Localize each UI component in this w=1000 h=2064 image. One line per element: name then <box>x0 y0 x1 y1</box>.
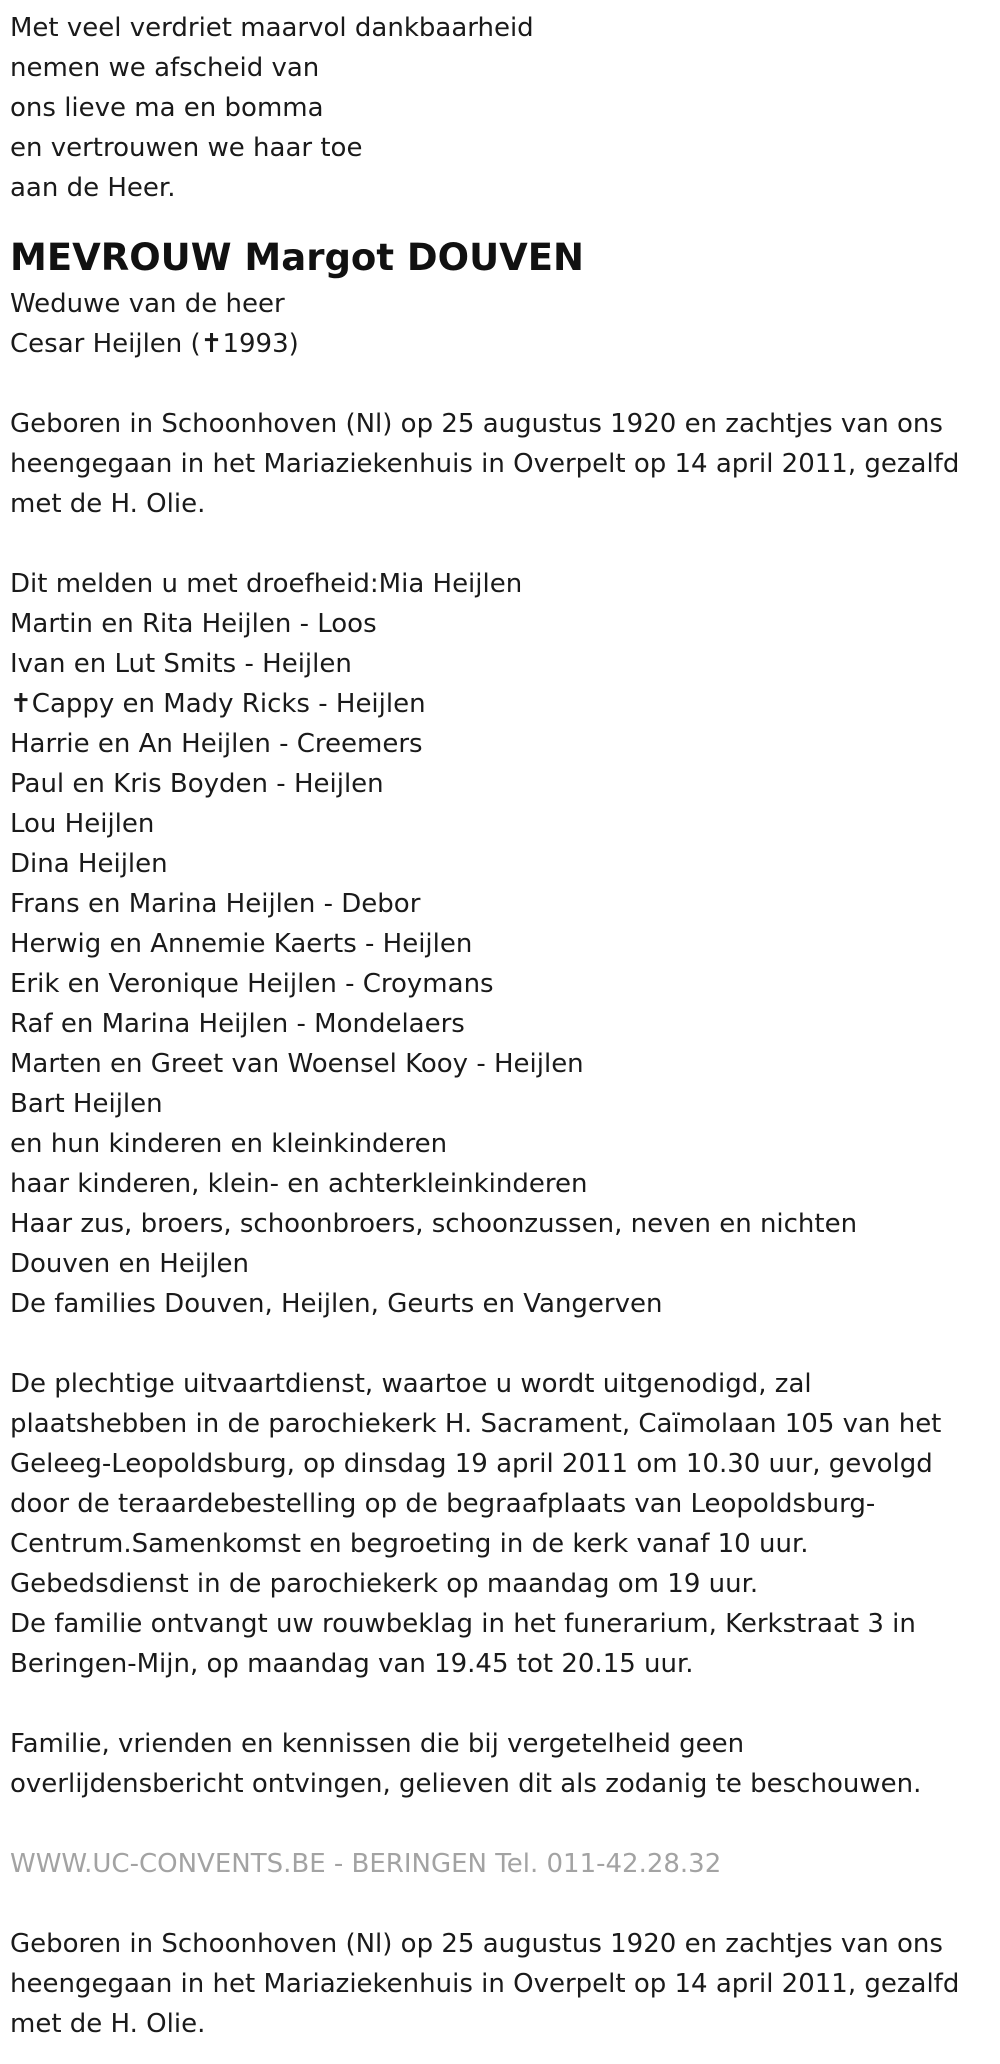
service-line: door de teraardebestelling op de begraafplaats van Leopoldsburg- <box>10 1489 876 1519</box>
service-line: De familie ontvangt uw rouwbeklag in het funerarium, Kerkstraat 3 in <box>10 1609 916 1639</box>
mourner-line: Paul en Kris Boyden - Heijlen <box>10 769 384 799</box>
mourner-line: Martin en Rita Heijlen - Loos <box>10 609 377 639</box>
spacer <box>10 1324 1000 1364</box>
birth-text <box>10 404 1000 524</box>
mourner-line: en hun kinderen en kleinkinderen <box>10 1129 448 1159</box>
service-line: Beringen-Mijn, op maandag van 19.45 tot 20.15 uur. <box>10 1649 694 1679</box>
mourner-line: Erik en Veronique Heijlen - Croymans <box>10 969 494 999</box>
service-text <box>10 1364 1000 1684</box>
notice-line: Familie, vrienden en kennissen die bij vergetelheid geen <box>10 1729 745 1759</box>
birth-line: heengegaan in het Mariaziekenhuis in Overpelt op 14 april 2011, gezalfd <box>10 449 960 479</box>
birth-text-repeat <box>10 1924 1000 2044</box>
widow-text <box>10 284 1000 364</box>
birth-repeat-line: Geboren in Schoonhoven (Nl) op 25 augustus 1920 en zachtjes van ons <box>10 1929 943 1959</box>
service-line: Gebedsdienst in de parochiekerk op maandag om 19 uur. <box>10 1569 759 1599</box>
mourner-line: Haar zus, broers, schoonbroers, schoonzussen, neven en nichten <box>10 1209 858 1239</box>
service-line: Centrum.Samenkomst en begroeting in de kerk vanaf 10 uur. <box>10 1529 809 1559</box>
notice-line: overlijdensbericht ontvingen, gelieven dit als zodanig te beschouwen. <box>10 1769 922 1799</box>
funeral-home-footer: WWW.UC-CONVENTS.BE - BERINGEN Tel. 011-42.28.32 <box>10 1849 722 1879</box>
intro-text <box>10 8 1000 208</box>
deceased-name: MEVROUW Margot DOUVEN <box>10 236 585 279</box>
spacer <box>10 1684 1000 1724</box>
intro-line: en vertrouwen we haar toe <box>10 133 363 163</box>
notice-text <box>10 1724 1000 1804</box>
mourner-line: Dit melden u met droefheid:Mia Heijlen <box>10 569 523 599</box>
mourner-line: Herwig en Annemie Kaerts - Heijlen <box>10 929 473 959</box>
service-line: De plechtige uitvaartdienst, waartoe u wordt uitgenodigd, zal <box>10 1369 812 1399</box>
mourners-list <box>10 564 1000 1324</box>
birth-repeat-line: met de H. Olie. <box>10 2009 206 2039</box>
service-line: Geleeg-Leopoldsburg, op dinsdag 19 april 2011 om 10.30 uur, gevolgd <box>10 1449 933 1479</box>
mourner-line: ✝Cappy en Mady Ricks - Heijlen <box>10 689 426 719</box>
spacer <box>10 524 1000 564</box>
birth-line: Geboren in Schoonhoven (Nl) op 25 augustus 1920 en zachtjes van ons <box>10 409 943 439</box>
spacer <box>10 364 1000 404</box>
mourner-line: Marten en Greet van Woensel Kooy - Heijlen <box>10 1049 584 1079</box>
birth-line: met de H. Olie. <box>10 489 206 519</box>
intro-line: aan de Heer. <box>10 173 176 203</box>
mourner-line: Bart Heijlen <box>10 1089 163 1119</box>
intro-line: ons lieve ma en bomma <box>10 93 324 123</box>
mourner-line: Lou Heijlen <box>10 809 155 839</box>
mourner-line: De families Douven, Heijlen, Geurts en Vangerven <box>10 1289 663 1319</box>
mourner-line: Harrie en An Heijlen - Creemers <box>10 729 423 759</box>
birth-repeat-line: heengegaan in het Mariaziekenhuis in Overpelt op 14 april 2011, gezalfd <box>10 1969 960 1999</box>
mourner-line: Raf en Marina Heijlen - Mondelaers <box>10 1009 465 1039</box>
intro-line: nemen we afscheid van <box>10 53 320 83</box>
mourner-line: haar kinderen, klein- en achterkleinkinderen <box>10 1169 588 1199</box>
mourner-line: Ivan en Lut Smits - Heijlen <box>10 649 352 679</box>
mourner-line: Dina Heijlen <box>10 849 168 879</box>
widow-line: Weduwe van de heer <box>10 289 285 319</box>
intro-line: Met veel verdriet maarvol dankbaarheid <box>10 13 534 43</box>
service-line: plaatshebben in de parochiekerk H. Sacrament, Caïmolaan 105 van het <box>10 1409 942 1439</box>
widow-line: Cesar Heijlen (✝1993) <box>10 329 299 359</box>
mourner-line: Douven en Heijlen <box>10 1249 249 1279</box>
mourner-line: Frans en Marina Heijlen - Debor <box>10 889 421 919</box>
spacer <box>10 1884 1000 1924</box>
spacer <box>10 1804 1000 1844</box>
